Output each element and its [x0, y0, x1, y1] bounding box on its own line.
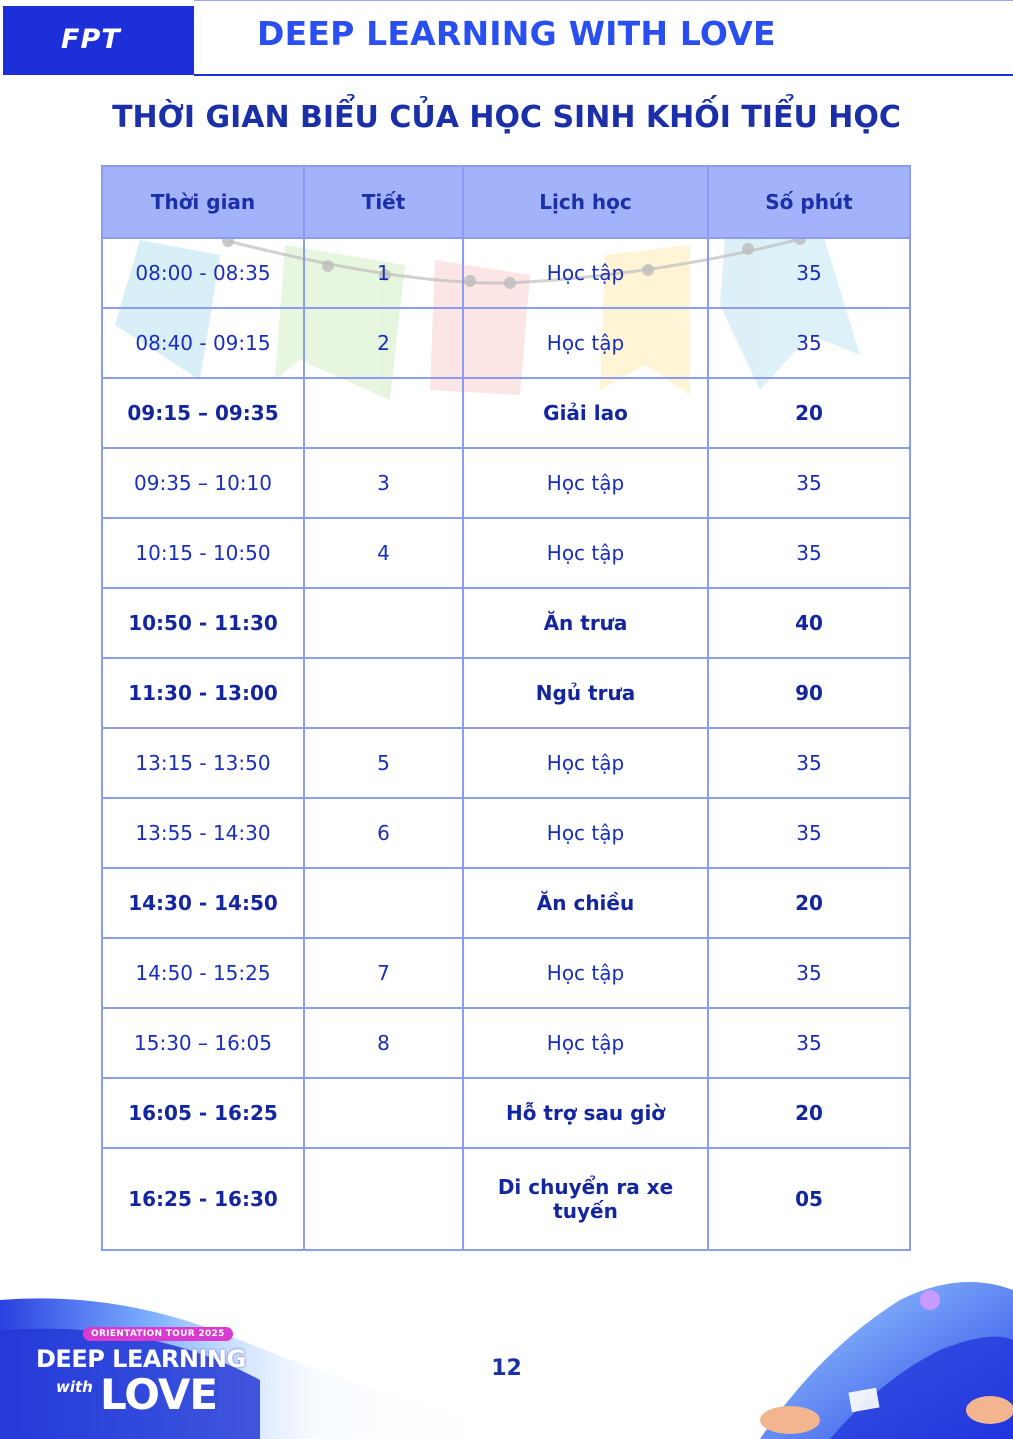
cell-activity: Học tập [463, 1008, 708, 1078]
cell-period [304, 378, 463, 448]
footer-brand-title: DEEP LEARNING [36, 1345, 246, 1373]
cell-period: 2 [304, 308, 463, 378]
table-row [102, 448, 910, 518]
cell-period [304, 658, 463, 728]
cell-period: 8 [304, 1008, 463, 1078]
cell-time: 08:00 - 08:35 [102, 238, 304, 308]
header-minutes: Số phút [708, 166, 910, 238]
cell-period [304, 1078, 463, 1148]
cell-period: 1 [304, 238, 463, 308]
cell-minutes: 35 [708, 238, 910, 308]
cell-minutes: 35 [708, 1008, 910, 1078]
cell-minutes: 35 [708, 448, 910, 518]
cell-time: 13:55 - 14:30 [102, 798, 304, 868]
table-row [102, 518, 910, 588]
cell-time: 11:30 - 13:00 [102, 658, 304, 728]
cell-minutes: 20 [708, 868, 910, 938]
cell-time: 16:25 - 16:30 [102, 1148, 304, 1250]
table-header-row [102, 166, 910, 238]
cell-minutes: 35 [708, 728, 910, 798]
table-row [102, 728, 910, 798]
cell-activity: Giải lao [463, 378, 708, 448]
cell-time: 08:40 - 09:15 [102, 308, 304, 378]
table-row [102, 798, 910, 868]
cell-activity: Học tập [463, 238, 708, 308]
cell-time: 15:30 – 16:05 [102, 1008, 304, 1078]
header-activity: Lịch học [463, 166, 708, 238]
timetable [101, 165, 911, 1251]
header-title: DEEP LEARNING WITH LOVE [257, 14, 776, 53]
cell-period [304, 1148, 463, 1250]
cell-activity: Học tập [463, 728, 708, 798]
cell-activity: Ngủ trưa [463, 658, 708, 728]
table-row-break [102, 588, 910, 658]
fpt-logo [3, 6, 194, 75]
cell-minutes: 20 [708, 1078, 910, 1148]
cell-time: 09:35 – 10:10 [102, 448, 304, 518]
cell-activity: Ăn chiều [463, 868, 708, 938]
table-row-break [102, 658, 910, 728]
cell-activity: Học tập [463, 308, 708, 378]
cell-minutes: 35 [708, 798, 910, 868]
cell-time: 14:50 - 15:25 [102, 938, 304, 1008]
cell-period [304, 588, 463, 658]
page-header [0, 0, 1013, 76]
table-row-break [102, 1148, 910, 1250]
header-top-rule [194, 0, 1013, 1]
table-row [102, 238, 910, 308]
cell-time: 10:15 - 10:50 [102, 518, 304, 588]
cell-activity: Di chuyển ra xe tuyến [463, 1148, 708, 1250]
table-row [102, 308, 910, 378]
cell-activity: Hỗ trợ sau giờ [463, 1078, 708, 1148]
cell-minutes: 35 [708, 938, 910, 1008]
table-row-break [102, 868, 910, 938]
cell-activity: Ăn trưa [463, 588, 708, 658]
cell-period [304, 868, 463, 938]
cell-time: 16:05 - 16:25 [102, 1078, 304, 1148]
cell-minutes: 35 [708, 308, 910, 378]
page-number: 12 [491, 1356, 522, 1381]
cell-minutes: 20 [708, 378, 910, 448]
orientation-tour-badge: ORIENTATION TOUR 2025 [83, 1327, 233, 1341]
cell-period: 4 [304, 518, 463, 588]
page-title: THỜI GIAN BIỂU CỦA HỌC SINH KHỐI TIỂU HỌC [112, 100, 901, 135]
footer-brand-with: with [56, 1378, 93, 1396]
cell-activity: Học tập [463, 448, 708, 518]
cell-period: 6 [304, 798, 463, 868]
table-row-break [102, 378, 910, 448]
cell-period: 7 [304, 938, 463, 1008]
cell-minutes: 90 [708, 658, 910, 728]
cell-time: 13:15 - 13:50 [102, 728, 304, 798]
table-row [102, 1008, 910, 1078]
fpt-logo-text: FPT [61, 24, 121, 55]
cell-minutes: 35 [708, 518, 910, 588]
cell-minutes: 40 [708, 588, 910, 658]
table-row [102, 938, 910, 1008]
header-period: Tiết [304, 166, 463, 238]
cell-time: 10:50 - 11:30 [102, 588, 304, 658]
cell-period: 5 [304, 728, 463, 798]
header-rule [194, 74, 1013, 76]
cell-activity: Học tập [463, 518, 708, 588]
cell-minutes: 05 [708, 1148, 910, 1250]
footer-brand-love: LOVE [100, 1370, 218, 1419]
header-time: Thời gian [102, 166, 304, 238]
cell-activity: Học tập [463, 798, 708, 868]
cell-time: 14:30 - 14:50 [102, 868, 304, 938]
cell-time: 09:15 – 09:35 [102, 378, 304, 448]
cell-activity: Học tập [463, 938, 708, 1008]
table-row-break [102, 1078, 910, 1148]
cell-period: 3 [304, 448, 463, 518]
